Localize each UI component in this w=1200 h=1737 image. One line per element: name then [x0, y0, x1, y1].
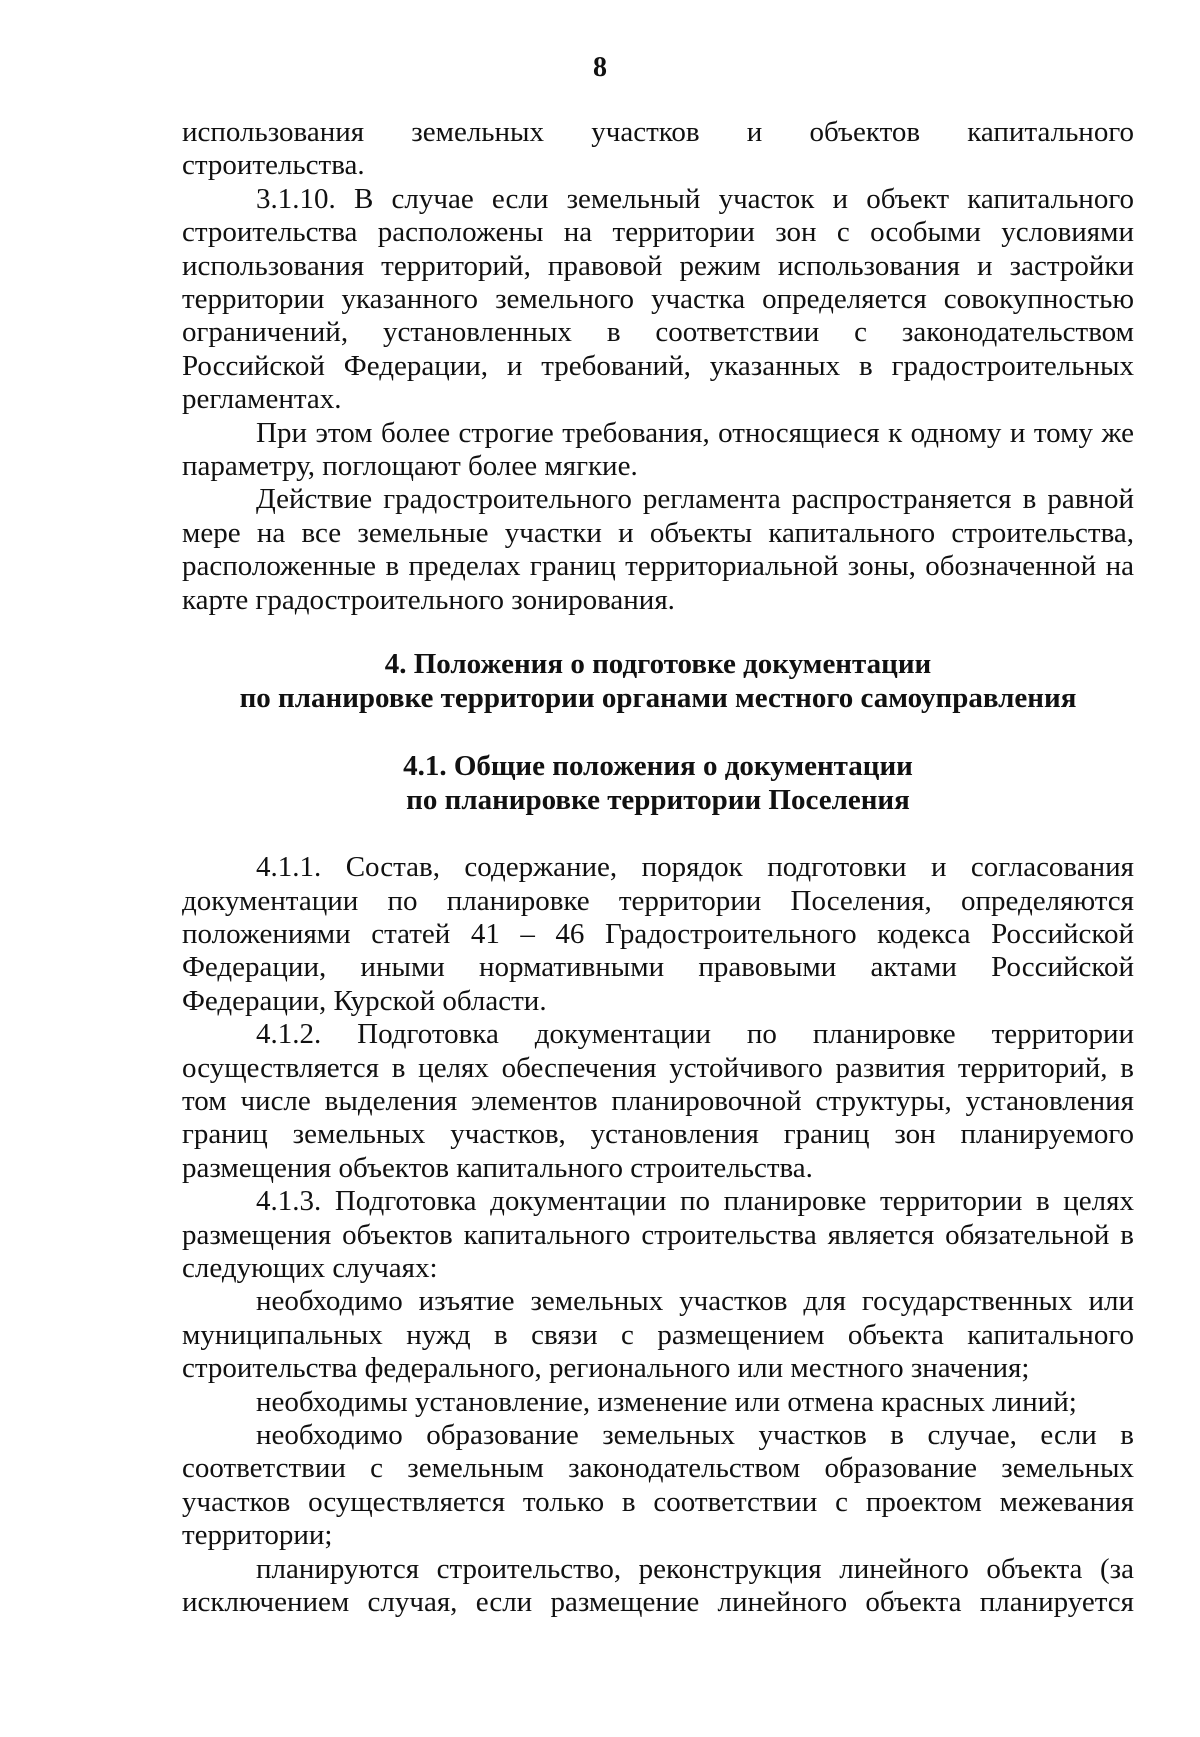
- section-4-title-line1: 4. Положения о подготовке документации: [384, 648, 932, 681]
- list-item-case-4: планируются строительство, реконструкция линейного объекта (за исключением случая, если размещение линейного объекта планируется: [182, 1552, 1134, 1619]
- list-item-case-2: необходимы установление, изменение или отмена красных линий;: [256, 1385, 1077, 1418]
- paragraph-continuation-line1: использования земельных участков и объектов капитального: [182, 116, 1134, 148]
- section-4-title-line2: по планировке территории органами местного самоуправления: [239, 682, 1077, 715]
- page-number: 8: [593, 52, 607, 83]
- section-4-1-title-line1: 4.1. Общие положения о документации: [403, 750, 913, 783]
- paragraph-4-1-3: 4.1.3. Подготовка документации по планировке территории в целях размещения объектов капитального строительства является обязательной в следующих случаях:: [182, 1185, 1134, 1284]
- spacer: [182, 817, 1134, 851]
- list-item-case-3: необходимо образование земельных участков в случае, если в соответствии с земельным законодательством образование земельных участков осуществляется только в соответствии с проектом межевания территории;: [182, 1419, 1134, 1552]
- list-item-case-1: необходимо изъятие земельных участков для государственных или муниципальных нужд в связи с размещением объекта капитального строительства федерального, регионального или местного значения;: [182, 1285, 1134, 1385]
- paragraph-4-1-1: 4.1.1. Состав, содержание, порядок подготовки и согласования документации по планировке территории Поселения, определяются положениями статей 41 – 46 Градостроительного кодекса Российской Федерации, иными нормативными правовыми актами Российской Федерации, Курской области.: [182, 851, 1134, 1017]
- section-4-1-title-line2: по планировке территории Поселения: [406, 784, 910, 817]
- section-4-heading: [182, 647, 1134, 715]
- document-body: [182, 116, 1134, 1619]
- spacer: [182, 617, 1134, 647]
- section-4-1-heading: [182, 749, 1134, 817]
- paragraph-4-1-2: 4.1.2. Подготовка документации по планировке территории осуществляется в целях обеспечения устойчивого развития территорий, в том числе выделения элементов планировочной структуры, установления границ земельных участков, установления границ зон планируемого размещения объектов капитального строительства.: [182, 1018, 1134, 1184]
- paragraph-3-1-10: 3.1.10. В случае если земельный участок и объект капитального строительства расположены на территории зон с особыми условиями использования территорий, правовой режим использования и застройки территории указанного земельного участка определяется совокупностью ограничений, установленных в соответствии с законодательством Российской Федерации, и требований, указанных в градостроительных регламентах.: [182, 182, 1134, 416]
- paragraph-continuation-line2: строительства.: [182, 149, 365, 182]
- paragraph-strict-requirements: При этом более строгие требования, относящиеся к одному и тому же параметру, поглощают более мягкие.: [182, 416, 1134, 483]
- spacer: [182, 715, 1134, 749]
- paragraph-regulation-scope: Действие градостроительного регламента распространяется в равной мере на все земельные участки и объекты капитального строительства, расположенные в пределах границ территориальной зоны, обозначенной на карте градостроительного зонирования.: [182, 483, 1134, 616]
